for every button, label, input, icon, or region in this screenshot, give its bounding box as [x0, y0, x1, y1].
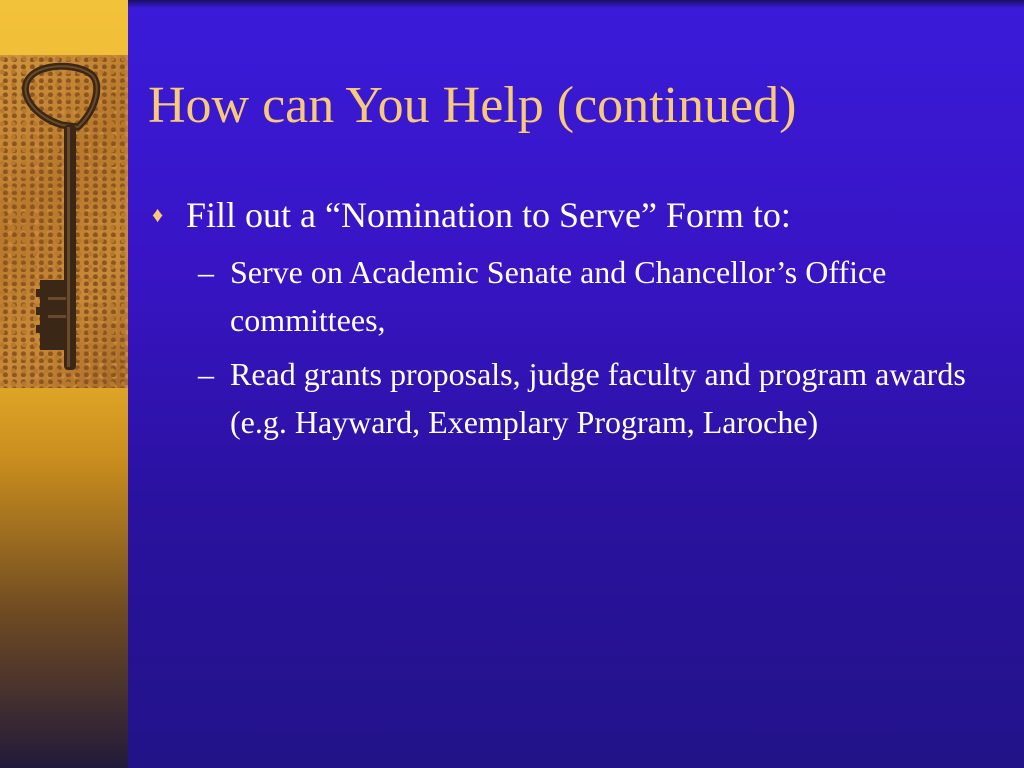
bullet-text: Fill out a “Nomination to Serve” Form to:: [186, 195, 791, 235]
sub-bullet-item: [152, 350, 972, 446]
key-photo-image: [0, 55, 128, 388]
bullet-item: [152, 190, 972, 240]
top-edge: [128, 0, 1024, 8]
dash-bullet-icon: –: [198, 356, 214, 392]
dash-bullet-icon: –: [198, 254, 214, 290]
sub-bullet-text: Read grants proposals, judge faculty and program awards (e.g. Hayward, Exemplary Program, Laroche): [230, 356, 966, 440]
slide-title: How can You Help (continued): [148, 77, 797, 134]
sub-bullet-text: Serve on Academic Senate and Chancellor’s Office committees,: [230, 254, 887, 338]
diamond-bullet-icon: ♦: [152, 202, 164, 227]
sub-bullet-item: [152, 248, 972, 344]
slide-content: [152, 190, 972, 452]
